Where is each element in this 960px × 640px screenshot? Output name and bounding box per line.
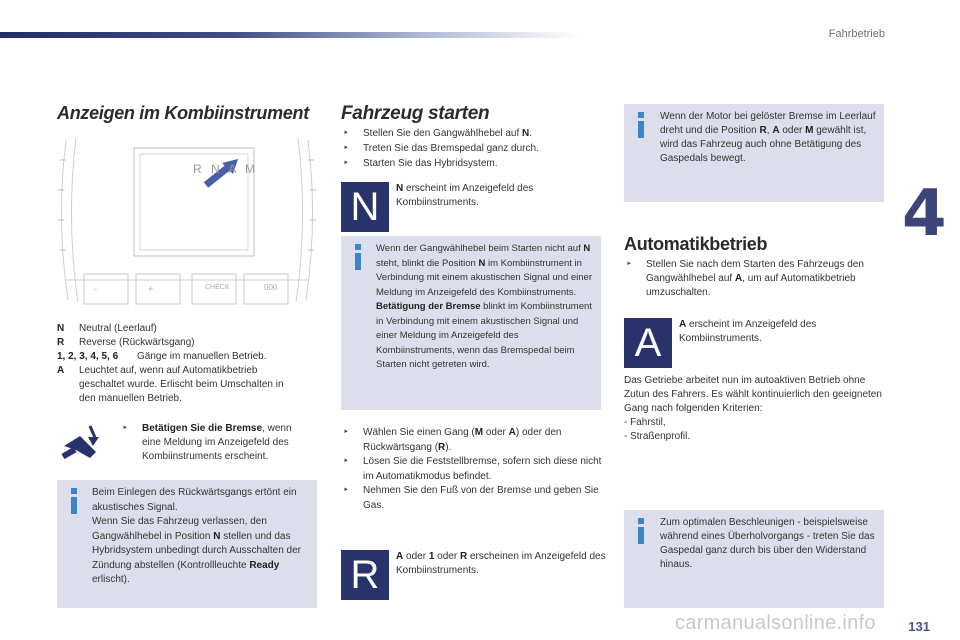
list-item: ‣ Treten Sie das Bremspedal ganz durch. bbox=[341, 141, 611, 156]
cluster-button-check: CHECK bbox=[205, 284, 230, 291]
cluster-button-plus: + bbox=[148, 284, 154, 294]
r-display-text: A oder 1 oder R erscheinen im Anzeigefeld des Kombiinstruments. bbox=[396, 551, 606, 576]
display-letter-a: A bbox=[624, 318, 672, 368]
start-steps bbox=[341, 126, 611, 171]
header-bar bbox=[0, 32, 580, 38]
list-item: - Straßenprofil. bbox=[624, 431, 691, 442]
info-text-kickdown: Zum optimalen Beschleunigen - beispielsweise während eines Überholvorgangs - treten Sie das Gaspedal ganz durch bis über den Widerstand hinaus. bbox=[660, 517, 875, 570]
drive-steps bbox=[341, 426, 603, 513]
auto-paragraph: Das Getriebe arbeitet nun im autoaktiven Betrieb ohne Zutun des Fahrers. Es wählt kontinuierlich den geeigneten Gang nach folgenden Kriterien: bbox=[624, 375, 882, 414]
section-title: Fahrbetrieb bbox=[828, 28, 885, 40]
info-icon bbox=[635, 112, 647, 138]
brake-pedal-icon bbox=[60, 422, 104, 462]
info-icon bbox=[635, 518, 647, 544]
list-item: ‣ Nehmen Sie den Fuß von der Bremse und geben Sie Gas. bbox=[341, 484, 603, 513]
display-letter-n: N bbox=[341, 182, 389, 232]
list-item: ‣ Stellen Sie den Gangwählhebel auf N. bbox=[341, 126, 611, 141]
left-heading: Anzeigen im Kombiinstrument bbox=[57, 103, 309, 123]
info-text-reverse: Beim Einlegen des Rückwärtsgangs ertönt ein akustisches Signal. Wenn Sie das Fahrzeug verlassen, den Gangwählhebel in Position N stellen und das Hybridsystem unbedingt durch Ausschalten der Zündung abstellen (Kontrollleuchte Ready erlischt). bbox=[92, 487, 302, 585]
info-icon bbox=[68, 488, 80, 514]
list-item: ‣ Stellen Sie nach dem Starten des Fahrzeugs den Gangwählhebel auf A, um auf Automatikbetrieb umzuschalten. bbox=[624, 258, 886, 300]
legend-item: 1, 2, 3, 4, 5, 6 Gänge im manuellen Betrieb. bbox=[57, 351, 267, 362]
chapter-number: 4 bbox=[902, 177, 947, 251]
list-item: ‣ Betätigen Sie die Bremse, wenn eine Meldung im Anzeigefeld des Kombiinstruments erscheint. bbox=[120, 422, 300, 464]
display-letter-r: R bbox=[341, 550, 389, 600]
watermark: carmanualsonline.info bbox=[675, 612, 876, 634]
a-display-text: A erscheint im Anzeigefeld des Kombiinstruments. bbox=[679, 319, 817, 344]
info-text-start: Wenn der Gangwählhebel beim Starten nicht auf N steht, blinkt die Position N im Kombiinstrument in Verbindung mit einem akustischen Signal und einer Meldung im Anzeigefeld des Kombiinstruments. Betätigung der Bremse blinkt im Kombiinstrument in Verbindung mit einem akustischen Signal und einer Meldung im Anzeigefeld des Kombiinstruments, wenn das Bremspedal beim Starten nicht getreten wird. bbox=[376, 243, 592, 370]
list-item: - Fahrstil, bbox=[624, 417, 666, 428]
right-heading: Automatikbetrieb bbox=[624, 234, 768, 254]
list-item: ‣ Lösen Sie die Feststellbremse, sofern sich diese nicht im Automatikmodus befindet. bbox=[341, 455, 603, 484]
cluster-button-minus: - bbox=[94, 284, 97, 294]
page-number: 131 bbox=[908, 619, 930, 634]
criteria-list bbox=[624, 416, 886, 444]
legend-list bbox=[57, 322, 317, 406]
legend-item: R Reverse (Rückwärtsgang) bbox=[57, 337, 195, 348]
list-item: ‣ Starten Sie das Hybridsystem. bbox=[341, 156, 611, 171]
legend-item: A Leuchtet auf, wenn auf Automatikbetrieb geschaltet wurde. Erlischt beim Umschalten in den manuellen Betrieb. bbox=[57, 365, 284, 404]
auto-step bbox=[624, 258, 886, 300]
cluster-button-trip: 000 bbox=[264, 283, 278, 292]
info-text-creep: Wenn der Motor bei gelöster Bremse im Leerlauf dreht und die Position R, A oder M gewählt ist, wird das Fahrzeug auch ohne Betätigung des Gaspedals bewegt. bbox=[660, 111, 876, 164]
brake-instruction bbox=[120, 422, 300, 464]
cluster-gear-letters: R N A M bbox=[193, 162, 259, 176]
list-item: ‣ Wählen Sie einen Gang (M oder A) oder den Rückwärtsgang (R). bbox=[341, 426, 603, 455]
legend-item: N Neutral (Leerlauf) bbox=[57, 323, 157, 334]
n-display-text: N erscheint im Anzeigefeld des Kombiinstruments. bbox=[396, 183, 534, 208]
middle-heading: Fahrzeug starten bbox=[341, 103, 490, 124]
info-icon bbox=[352, 244, 364, 270]
